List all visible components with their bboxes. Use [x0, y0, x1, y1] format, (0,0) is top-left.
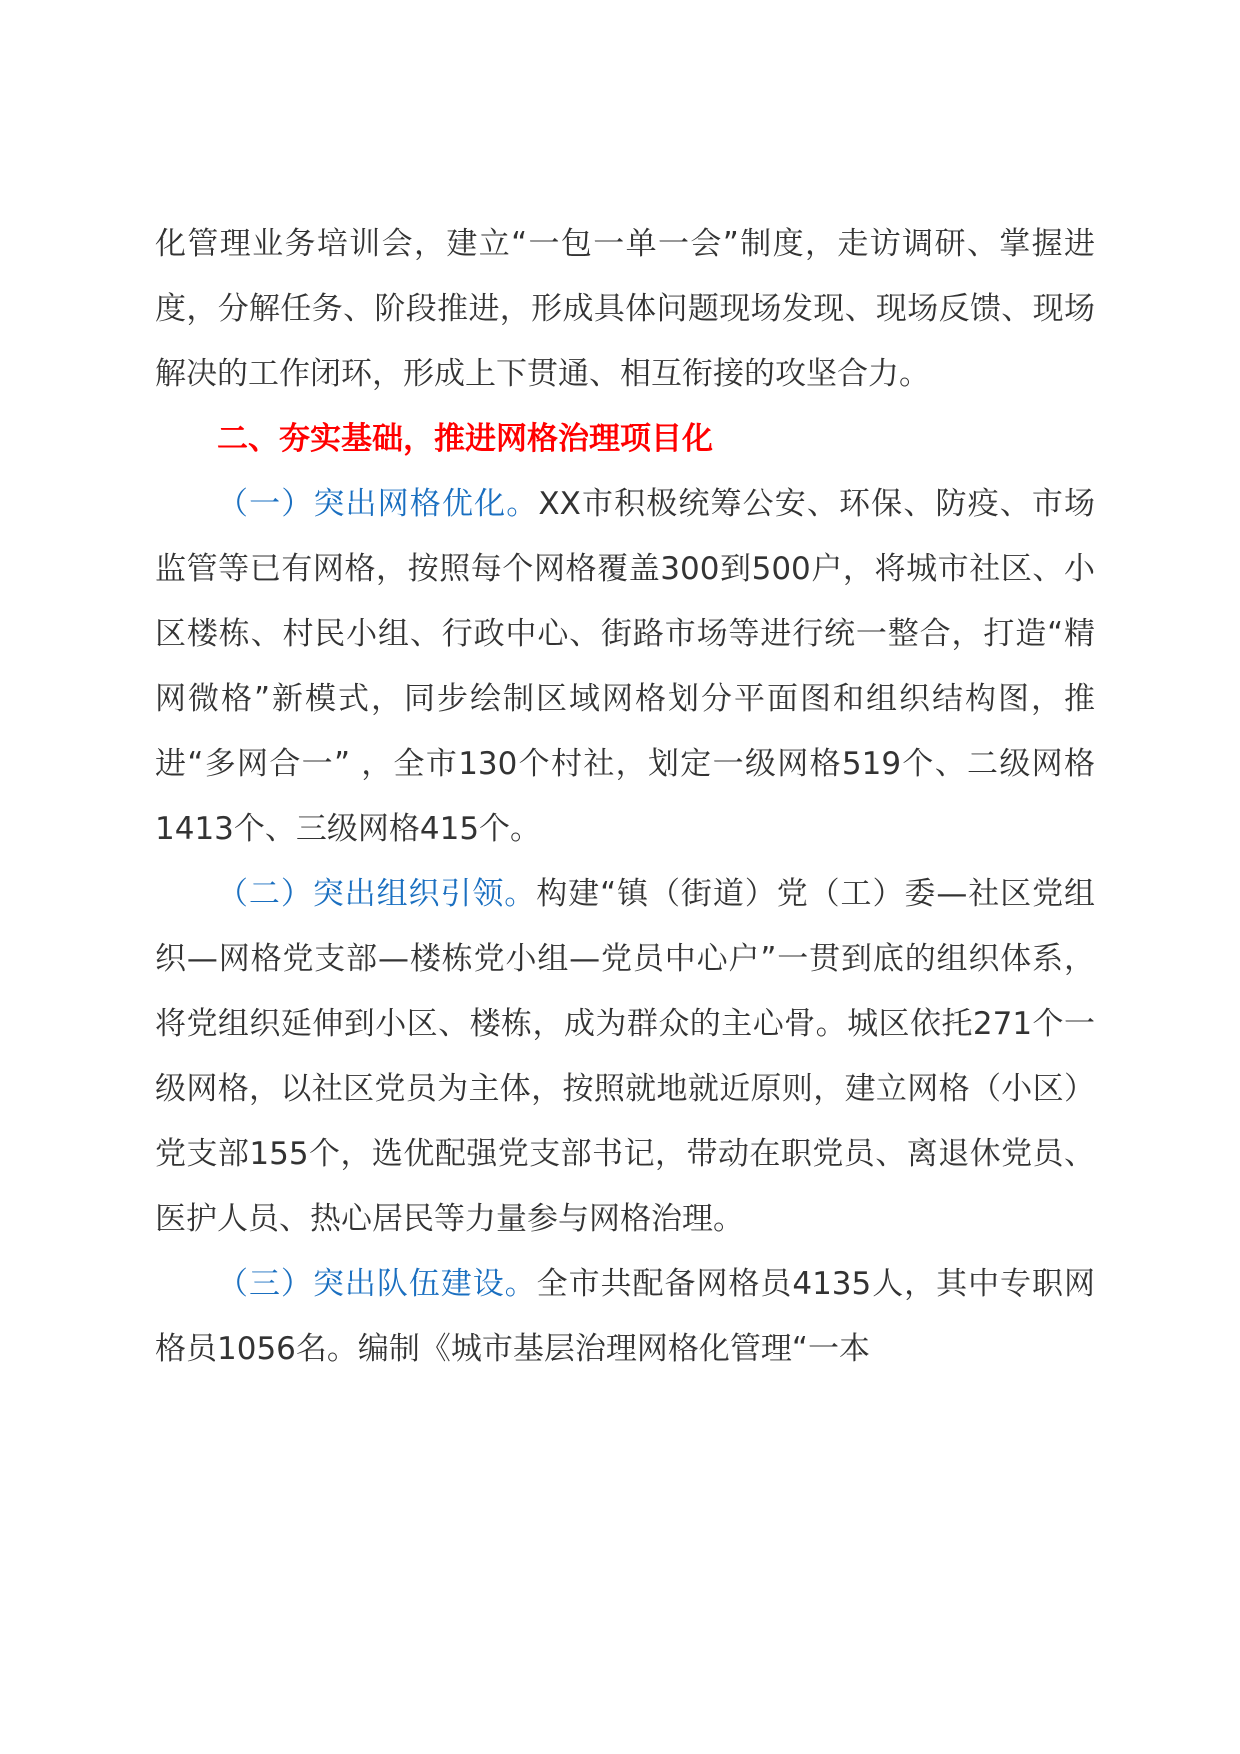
paragraph-grid-optimization — [155, 472, 1095, 862]
paragraph-subtitle: （二）突出组织引领。 — [217, 876, 537, 912]
document-body — [155, 212, 1095, 1382]
paragraph-team-building — [155, 1252, 1095, 1382]
paragraph-organization-leadership — [155, 862, 1095, 1252]
paragraph-continuation — [155, 212, 1095, 407]
paragraph-body: XX市积极统筹公安、环保、防疫、市场监管等已有网格，按照每个网格覆盖300到500户，将城市社区、小区楼栋、村民小组、行政中心、街路市场等进行统一整合，打造“精网微格”新模式，同步绘制区域网格划分平面图和组织结构图，推进“多网合一” ，全市130个村社，划定一级网格519个、二级网格1413个、三级网格415个。 — [155, 486, 1095, 847]
paragraph-body: 全市共配备网格员4135人，其中专职网格员1056名。编制《城市基层治理网格化管理“一本 — [155, 1266, 1095, 1367]
paragraph-body: 化管理业务培训会，建立“一包一单一会”制度，走访调研、掌握进度，分解任务、阶段推进，形成具体问题现场发现、现场反馈、现场解决的工作闭环，形成上下贯通、相互衔接的攻坚合力。 — [155, 226, 1095, 392]
paragraph-body: 构建“镇（街道）党（工）委—社区党组织—网格党支部—楼栋党小组—党员中心户”一贯到底的组织体系，将党组织延伸到小区、楼栋，成为群众的主心骨。城区依托271个一级网格，以社区党员为主体，按照就地就近原则，建立网格（小区）党支部155个，选优配强党支部书记，带动在职党员、离退休党员、医护人员、热心居民等力量参与网格治理。 — [155, 876, 1096, 1237]
section-heading-text: 二、夯实基础，推进网格治理项目化 — [217, 421, 713, 457]
section-heading — [155, 407, 1095, 472]
paragraph-subtitle: （三）突出队伍建设。 — [217, 1266, 537, 1302]
paragraph-subtitle: （一）突出网格优化。 — [217, 486, 539, 522]
